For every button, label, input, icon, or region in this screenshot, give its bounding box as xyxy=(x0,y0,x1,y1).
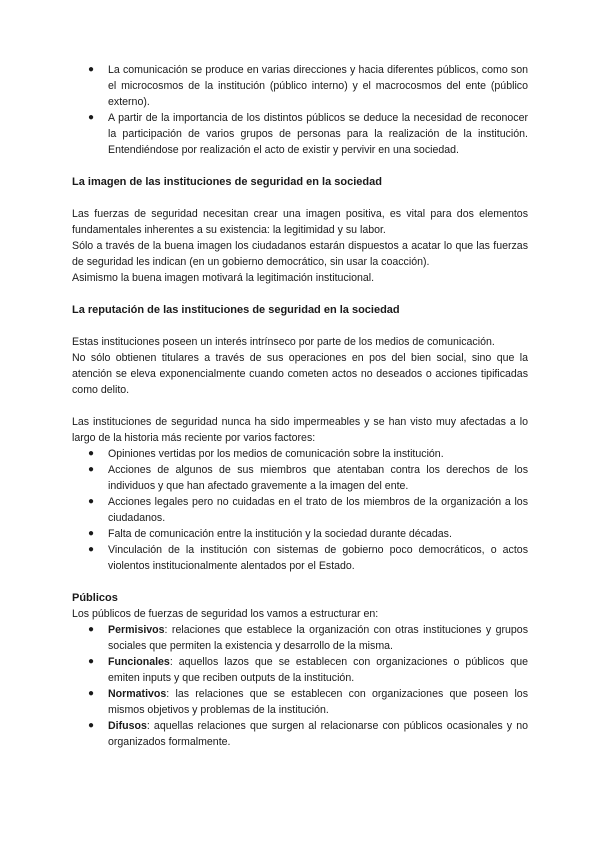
term-label: Normativos xyxy=(108,688,167,700)
list-item xyxy=(72,62,528,110)
paragraph: Los públicos de fuerzas de seguridad los vamos a estructurar en: xyxy=(72,608,379,620)
publicos-list xyxy=(72,622,528,750)
list-item-text: Acciones legales pero no cuidadas en el trato de los miembros de la organización a los ciudadanos. xyxy=(108,496,528,524)
list-item xyxy=(72,446,528,462)
list-item xyxy=(72,718,528,750)
list-item-text: Acciones de algunos de sus miembros que atentaban contra los derechos de los individuos y que han afectado gravemente a la imagen del ente. xyxy=(108,464,528,492)
bullet-icon: ● xyxy=(88,64,95,75)
bullet-icon: ● xyxy=(88,624,95,635)
section-heading-imagen: La imagen de las instituciones de seguridad en la sociedad xyxy=(72,176,382,188)
bullet-icon: ● xyxy=(88,656,95,667)
list-item xyxy=(72,542,528,574)
term-description: : aquellas relaciones que surgen al relacionarse con públicos ocasionales y no organizados formalmente. xyxy=(108,720,528,748)
paragraph: Las fuerzas de seguridad necesitan crear una imagen positiva, es vital para dos elementos fundamentales inherentes a su existencia: la legitimidad y su labor. xyxy=(72,208,528,236)
bullet-icon: ● xyxy=(88,112,95,123)
bullet-icon: ● xyxy=(88,720,95,731)
bullet-icon: ● xyxy=(88,688,95,699)
bullet-icon: ● xyxy=(88,496,95,507)
term-description: : las relaciones que se establecen con organizaciones que poseen los mismos objetivos y problemas de la institución. xyxy=(108,688,528,716)
list-item xyxy=(72,462,528,494)
bullet-icon: ● xyxy=(88,544,95,555)
paragraph: Asimismo la buena imagen motivará la legitimación institucional. xyxy=(72,272,375,284)
list-item-text: Falta de comunicación entre la institución y la sociedad durante décadas. xyxy=(108,528,452,540)
intro-list xyxy=(72,62,528,158)
list-item-text: Vinculación de la institución con sistemas de gobierno poco democráticos, o actos violentos institucionalmente alentados por el Estado. xyxy=(108,544,528,572)
section-heading-reputacion: La reputación de las instituciones de seguridad en la sociedad xyxy=(72,304,400,316)
list-item xyxy=(72,110,528,158)
document-page xyxy=(72,62,528,750)
paragraph: No sólo obtienen titulares a través de sus operaciones en pos del bien social, sino que la atención se eleva exponencialmente cuando cometen actos no deseados o acciones tipificadas como delito. xyxy=(72,352,528,396)
list-item-text: A partir de la importancia de los distintos públicos se deduce la necesidad de reconocer la participación de varios grupos de personas para la realización de la institución. Entendiéndose por realización el acto de existir y pervivir en una sociedad. xyxy=(108,112,528,156)
term-description: : relaciones que establece la organización con otras instituciones y grupos sociales que permiten la existencia y desarrollo de la misma. xyxy=(108,624,528,652)
paragraph: Estas instituciones poseen un interés intrínseco por parte de los medios de comunicación. xyxy=(72,336,495,348)
list-item-text: Opiniones vertidas por los medios de comunicación sobre la institución. xyxy=(108,448,444,460)
term-description: : aquellos lazos que se establecen con organizaciones o públicos que emiten inputs y que reciben outputs de la institución. xyxy=(108,656,528,684)
factors-list xyxy=(72,446,528,574)
bullet-icon: ● xyxy=(88,448,95,459)
list-item-text: La comunicación se produce en varias direcciones y hacia diferentes públicos, como son el microcosmos de la institución (público interno) y el macrocosmos del ente (público externo). xyxy=(108,64,528,108)
list-item xyxy=(72,654,528,686)
term-label: Difusos xyxy=(108,720,147,732)
paragraph: Las instituciones de seguridad nunca ha sido impermeables y se han visto muy afectadas a lo largo de la historia más reciente por varios factores: xyxy=(72,416,528,444)
section-heading-publicos: Públicos xyxy=(72,592,118,604)
term-label: Permisivos xyxy=(108,624,165,636)
list-item xyxy=(72,526,528,542)
list-item xyxy=(72,494,528,526)
list-item xyxy=(72,686,528,718)
paragraph: Sólo a través de la buena imagen los ciudadanos estarán dispuestos a acatar lo que las fuerzas de seguridad les indican (en un gobierno democrático, sin usar la coacción). xyxy=(72,240,528,268)
bullet-icon: ● xyxy=(88,528,95,539)
term-label: Funcionales xyxy=(108,656,170,668)
list-item xyxy=(72,622,528,654)
bullet-icon: ● xyxy=(88,464,95,475)
